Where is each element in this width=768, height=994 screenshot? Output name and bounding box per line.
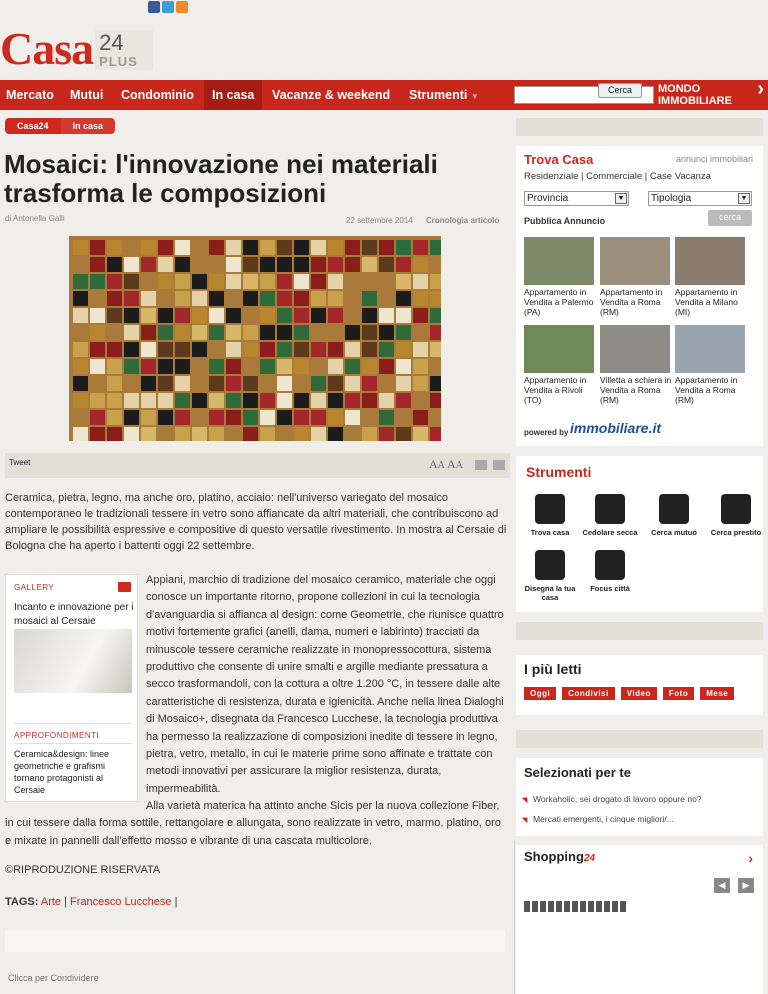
provincia-value: Provincia [527,193,569,204]
gallery-box[interactable] [5,574,138,802]
nav-strumenti-label: Strumenti [409,88,468,102]
tab-condivisi[interactable]: Condivisi [562,687,615,700]
property-caption[interactable]: Villetta a schiera in Vendita a Roma (RM) [600,375,672,405]
tab-mese[interactable]: Mese [700,687,734,700]
tool-label: Disegna la tua casa [524,584,576,602]
tag-link-lucchese[interactable]: Francesco Lucchese [70,896,172,908]
gallery-divider [14,723,132,724]
tags-label: TAGS: [5,896,39,908]
tag-link-arte[interactable]: Arte [40,896,62,908]
house-chart-icon [595,550,625,580]
tool-trova-casa[interactable] [520,494,580,537]
social-icons [148,1,188,13]
font-decrease-icon[interactable]: AA [447,457,463,471]
property-card[interactable] [600,325,672,405]
banner-strip [516,622,763,640]
chevron-down-icon: ▼ [738,193,750,204]
property-caption[interactable]: Appartamento in Vendita a Roma (RM) [600,287,663,317]
property-card[interactable] [675,325,747,405]
tool-cerca-prestito[interactable] [706,494,766,537]
approfondimenti-divider [14,743,132,744]
print-icon[interactable] [475,460,487,470]
tool-label: Trova casa [530,528,570,537]
tool-label: Focus città [590,584,630,593]
shopping-suffix: 24 [583,853,596,864]
banner-strip [516,730,763,748]
loading-indicator [524,901,626,912]
font-increase-icon[interactable]: AA [429,457,445,471]
approfondimenti-label: APPROFONDIMENTI [14,731,100,740]
trova-casa-widget [516,146,763,446]
house-draw-icon [535,550,565,580]
nav-mercato[interactable]: Mercato [6,88,54,102]
chevron-right-icon[interactable]: › [748,850,753,866]
twitter-icon[interactable] [162,1,174,13]
chevron-down-icon: ▼ [615,193,627,204]
tipologia-select[interactable] [648,191,752,206]
property-card[interactable] [524,237,596,317]
shopping24-widget [516,845,763,994]
property-caption[interactable]: Appartamento in Vendita a Roma (RM) [675,375,738,405]
cerca-button[interactable]: cerca [708,210,752,226]
share-link[interactable]: Clicca per Condividere [8,973,99,983]
property-caption[interactable]: Appartamento in Vendita a Palermo (PA) [524,287,594,317]
gallery-title[interactable]: Incanto e innovazione per i mosaici al Cersaie [14,602,134,627]
property-caption[interactable]: Appartamento in Vendita a Rivoli (TO) [524,375,587,405]
strumenti-widget [516,456,763,612]
property-photo[interactable] [675,237,745,285]
trova-casa-links: Residenziale | Commerciale | Case Vacanza [524,171,711,182]
tool-focus-citta[interactable] [580,550,640,593]
chevron-down-icon: ▼ [470,92,479,101]
piu-letti-title: I più letti [524,661,582,677]
casa24-logo[interactable] [0,23,153,74]
trova-casa-title: Trova Casa [524,152,594,167]
tab-oggi[interactable]: Oggi [524,687,556,700]
selezionati-title: Selezionati per te [524,765,631,780]
article-title: Mosaici: l'innovazione nei materiali trasforma le composizioni [4,149,438,208]
facebook-icon[interactable] [148,1,160,13]
house-search-icon [535,494,565,524]
search-button[interactable]: Cerca [598,83,642,98]
breadcrumb-in-casa[interactable]: In casa [61,118,116,134]
pubblica-annuncio-link[interactable]: Pubblica Annuncio [524,216,606,226]
property-card[interactable] [524,325,596,405]
logo-casa-text: Casa [0,23,94,74]
ad-slot [5,930,505,952]
nav-mutui[interactable]: Mutui [70,88,104,102]
tool-cedolare-secca[interactable] [580,494,640,537]
selezionati-widget [516,758,763,836]
shopping-title[interactable] [524,849,595,864]
tweet-button[interactable]: Tweet [9,458,31,467]
annunci-label: annunci immobiliari [675,154,753,164]
tool-disegna-casa[interactable] [520,550,580,602]
property-photo[interactable] [600,237,670,285]
shopping-label: Shopping [524,849,584,864]
house-percent-icon [595,494,625,524]
mondo-immobiliare-link[interactable] [658,80,768,110]
immobiliare-logo[interactable]: immobiliare.it [570,420,662,436]
approfondimenti-link[interactable]: Ceramica&design: linee geometriche e grafismi tornano protagonisti al Cersaie [14,749,110,795]
powered-by-label: powered by [524,428,569,437]
camera-icon [118,582,131,592]
tab-video[interactable]: Video [621,687,657,700]
article-body-2: Alla varietà materica ha attinto anche Sicis per la nuova collezione Fiber, in cui tessere dalla forma sottile, rettangolare e allungata, sono realizzate in vetro, marmo, platino, oro e mixate in pannelli dall'effetto mosso e vibrante di una cascata multicolore. [5,800,501,847]
link-residenziale[interactable]: Residenziale [524,171,579,182]
cronologia-link[interactable]: Cronologia articolo [426,216,500,225]
carousel-prev-button[interactable]: ◀ [714,878,730,893]
article-tags: TAGS: Arte | Francesco Lucchese | [5,896,178,908]
strumenti-title: Strumenti [526,464,592,480]
property-photo[interactable] [524,237,594,285]
selezionati-item[interactable]: Workaholic, sei drogato di lavoro oppure no? [524,794,702,804]
gallery-thumbnail[interactable] [14,629,132,693]
email-icon[interactable] [493,460,505,470]
selezionati-item[interactable]: Mercati emergenti, i cinque migliori/... [524,814,674,824]
tool-label: Cerca mutuo [651,528,697,537]
banner-strip [516,118,763,136]
property-caption[interactable]: Appartamento in Vendita a Milano (MI) [675,287,738,317]
folder-search-icon [721,494,751,524]
piu-letti-widget [516,655,763,715]
provincia-select[interactable] [524,191,629,206]
tool-label: Cedolare secca [582,528,638,537]
property-photo[interactable] [524,325,594,373]
rss-icon[interactable] [176,1,188,13]
article-body-1: Appiani, marchio di tradizione del mosaico ceramico, materiale che oggi conosce un importante ritorno, propone collezioni in cui la tecnologia d'avanguardia si affianca al design: come Geometrie, che riunisce quattro motivi fortemente grafici (anelli, dama, numeri e labirinto) tracciati da minuscole tessere ceramiche realizzate in monopressocottura, sistema produttivo che consente di unire smalti e argille mediante pressatura a secco trasformandoli, con la cottura a oltre 1.200 °C, in tessere dalle alte caratteristiche di resistenza, durata e igienicità. Anche nella linea Dialoghi di Mosaico+, disegnata da Francesco Lucchese, la tecnologia produttiva ha permesso la realizzazione di composizioni inedite di tessere in legno, pietra, vetro, metallo, in cui le materie prime sono affinate e trattate con metodi innovativi per assicurare la miglior resistenza, durata, impermeabilità. [146,574,504,795]
breadcrumb [5,118,115,134]
logo-24plus [95,30,153,70]
logo-plus: PLUS [99,54,138,69]
link-case-vacanza[interactable]: Case Vacanza [649,171,711,182]
nav-in-casa[interactable]: In casa [204,80,262,110]
chevron-right-icon: › [757,78,764,100]
nav-vacanze[interactable]: Vacanze & weekend [272,88,391,102]
divider [514,840,515,994]
gallery-label: GALLERY [14,583,55,592]
tool-label: Cerca prestito [710,528,762,537]
logo-24: 24 [99,30,124,55]
mondo-label-1: MONDO [658,83,701,95]
nav-strumenti[interactable] [409,80,479,110]
carousel-next-button[interactable]: ▶ [738,878,754,893]
hero-image [69,236,441,441]
mondo-label-2: IMMOBILIARE [658,95,732,107]
article-toolbar [5,453,510,478]
tab-foto[interactable]: Foto [663,687,694,700]
money-bag-icon [659,494,689,524]
nav-condominio[interactable]: Condominio [121,88,194,102]
article-author: di Antonella Galli [5,214,65,223]
property-photo[interactable] [600,325,670,373]
tipologia-value: Tipologia [651,193,692,204]
property-card[interactable] [600,237,672,317]
piu-letti-tabs [524,687,734,700]
article-lead: Ceramica, pietra, legno, ma anche oro, platino, acciaio: nell'universo variegato del mosaico contemporaneo le tradizionali tessere in vetro sono affiancate da altri materiali, che contribuiscono ad ampliare le possibilità espressive e compositive di questo versatile rivestimento. In mostra al Cersaie di Bologna che ha aperto i battenti oggi 22 settembre. [5,492,507,552]
main-nav [0,80,768,110]
breadcrumb-casa24[interactable]: Casa24 [5,118,61,134]
copyright-notice: ©RIPRODUZIONE RISERVATA [5,864,161,876]
property-card[interactable] [675,237,747,317]
article-date: 22 settembre 2014 [346,216,413,225]
link-commerciale[interactable]: Commerciale [586,171,643,182]
tool-cerca-mutuo[interactable] [644,494,704,537]
property-photo[interactable] [675,325,745,373]
